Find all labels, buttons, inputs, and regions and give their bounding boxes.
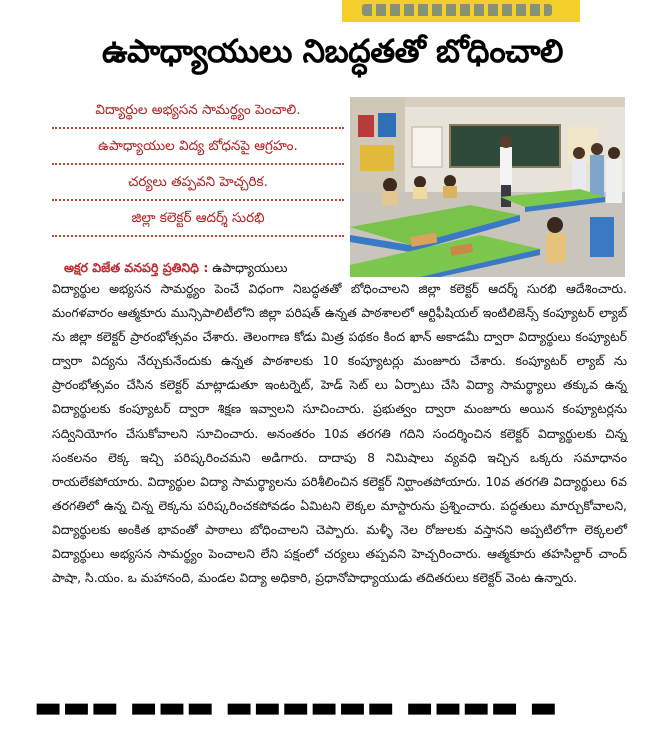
highlight-item: ఉపాధ్యాయుల విద్య బోధనపై ఆగ్రహం.: [52, 129, 344, 165]
byline: [64, 258, 346, 278]
highlight-item: జిల్లా కలెక్టర్ ఆదర్శ్ సురభి: [52, 201, 344, 237]
classroom-photo: [350, 97, 625, 277]
highlight-item: విద్యార్థుల అభ్యసన సామర్థ్యం పెంచాలి.: [52, 93, 344, 129]
article-body: విద్యార్థుల అభ్యసన సామర్థ్యం పెంచే విధంగా నిబద్ధతతో బోధించాలని జిల్లా కలెక్టర్ ఆదర్శ్ సురభి ఆదేశించారు. మంగళవారం ఆత్మకూరు మున్సిపాలిటీలోని జిల్లా పరిషత్ ఉన్నత పాఠశాలలో ఆర్టిఫీషియల్ ఇంటిలిజెన్స్ కంప్యూటర్ ల్యాబ్ ను జిల్లా కలెక్టర్ ప్రారంభోత్సవం చేశారు. తెలంగాణ కోడు మిత్ర పథకం కింద ఖాన్ అకాడమీ ద్వారా విద్యార్థులు కంప్యూటర్ ద్వారా విద్యను నేర్చుకునేందుకు ఉన్నత పాఠశాలకు 10 కంప్యూటర్లు మంజూరు చేశారు. కంప్యూటర్ ల్యాబ్ ను ప్రారంభోత్సవం చేసిన కలెక్టర్ మాట్లాడుతూ ఇంటర్నెట్, హెడ్ సెట్ లు ఏర్పాటు చేసి విద్యా సామర్థ్యాలు తక్కువ ఉన్న విద్యార్థులకు కంప్యూటర్ ద్వారా శిక్షణ ఇవ్వాలని సూచించారు. ప్రభుత్వం ద్వారా మంజూరు అయిన కంప్యూటర్లను సద్వినియోగం చేసుకోవాలని సూచించారు. అనంతరం 10వ తరగతి గదిని సందర్శించిన కలెక్టర్ విద్యార్థులకు చిన్న సంకలనం లెక్క ఇచ్చి పరిష్కరించమని అడిగారు. దాదాపు 8 నిమిషాలు వ్యవధి ఇచ్చిన ఒక్కరు సమాధానం రాయలేకపోయారు. విద్యార్థుల విద్యా సామర్థ్యాలను పరిశీలించిన కలెక్టర్ నిర్ఘాంతపోయారు. 10వ తరగతి విద్యార్థులు 6వ తరగతిలో ఉన్న చిన్న లెక్కను పరిష్కరించకపోవడం ఏమిటని లెక్కల మాస్టారును ప్రశ్నించారు. పద్ధతులు మార్చుకోవాలని, విద్యార్థులకు అంకిత భావంతో పాఠాలు బోధించాలని చెప్పారు. మళ్ళీ నెల రోజులకు వస్తానని అప్పటిలోగా లెక్కలలో విద్యార్థులు అభ్యసన సామర్థ్యం పెంచాలని లేని పక్షంలో చర్యలు తప్పవని హెచ్చరించారు. ఆత్మకూరు తహసిల్దార్ చాంద్ పాషా, సి.యం. ఒ మహానంది, మండల విద్యా అధికారి, ప్రధానోపాధ్యాయుడు తదితరులు కలెక్టర్ వెంట ఉన్నారు.: [52, 281, 627, 586]
byline-source: అక్షర విజేత వనపర్తి ప్రతినిధి :: [64, 260, 209, 275]
article-headline: ఉపాధ్యాయులు నిబద్ధతతో బోధించాలి: [102, 32, 563, 70]
highlight-item: చర్యలు తప్పవని హెచ్చరిక.: [52, 165, 344, 201]
masthead-strip: [342, 0, 580, 22]
next-article-headline-cropped: ▬▬▬ ▬▬▬ ▬▬▬▬▬▬ ▬▬▬▬ ▬: [34, 690, 558, 725]
highlights-list: [52, 93, 344, 237]
byline-lead: ఉపాధ్యాయులు: [208, 260, 288, 275]
